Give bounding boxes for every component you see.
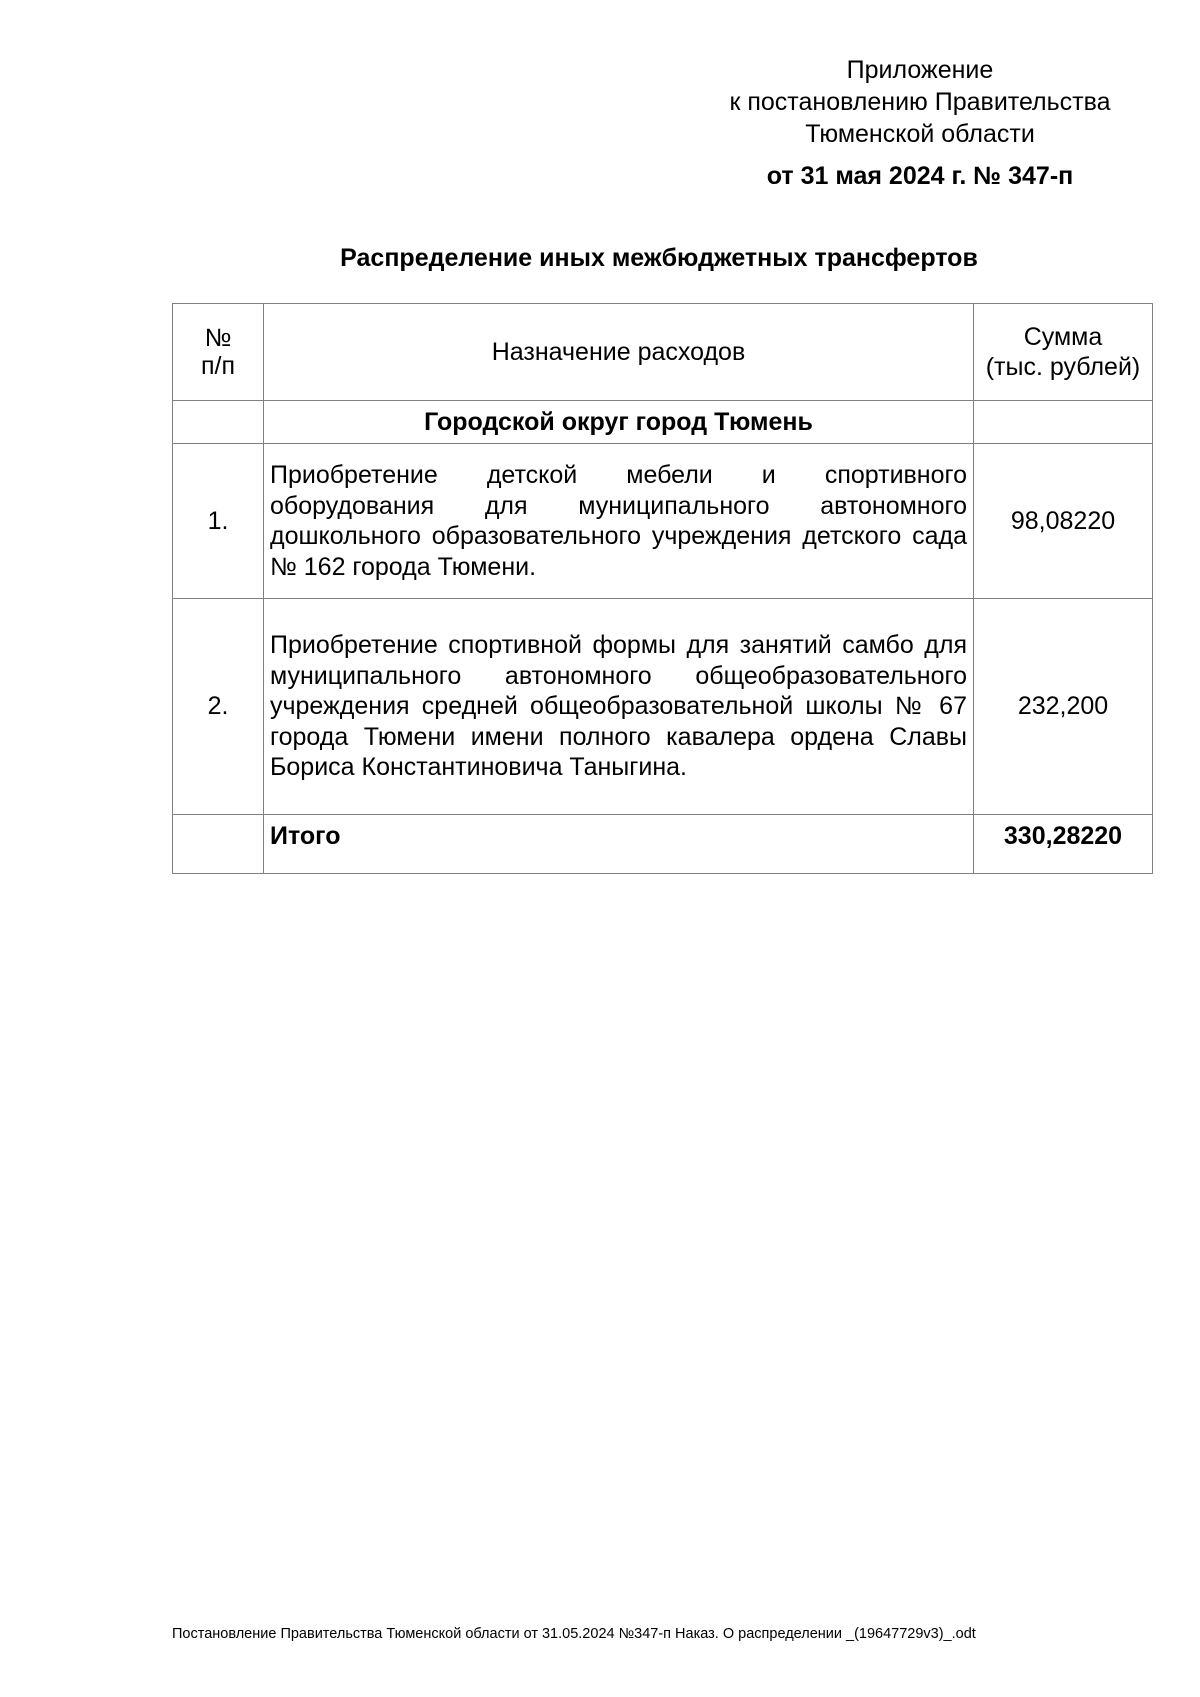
header-number-sign: № (204, 324, 232, 352)
header-purpose: Назначение расходов (491, 337, 746, 366)
row-amount: 98,08220 (974, 444, 1153, 599)
row-description: Приобретение детской мебели и спортивного оборудования для муниципального автономного дошкольного образовательного учреждения детского сада № 162 города Тюмени. (264, 444, 974, 599)
header-amount-unit: (тыс. рублей) (985, 353, 1141, 381)
table-row (173, 599, 1153, 815)
page-footer: Постановление Правительства Тюменской области от 31.05.2024 №347-п Наказ. О распределении _(19647729v3)_.odt (172, 1626, 976, 1642)
header-purpose-cell (264, 304, 974, 401)
distribution-table (172, 303, 1153, 874)
header-number-cell (173, 304, 264, 401)
annex-reference: к постановлению Правительства (729, 88, 1111, 116)
row-number: 2. (173, 599, 264, 815)
district-row (173, 401, 1153, 444)
table-header-row (173, 304, 1153, 401)
row-description: Приобретение спортивной формы для занятий самбо для муниципального автономного общеобразовательного учреждения средней общеобразовательной школы № 67 города Тюмени имени полного кавалера ордена Славы Бориса Константиновича Таныгина. (264, 599, 974, 815)
total-row (173, 815, 1153, 874)
table-row (173, 444, 1153, 599)
district-empty-number (173, 401, 264, 444)
total-label: Итого (264, 815, 974, 874)
annex-region: Тюменской области (805, 120, 1035, 148)
document-title: Распределение иных межбюджетных трансфертов (340, 244, 978, 272)
row-number: 1. (173, 444, 264, 599)
district-empty-amount (974, 401, 1153, 444)
header-amount: Сумма (1023, 322, 1103, 351)
header-number-abbr: п/п (200, 352, 236, 380)
row-amount: 232,200 (974, 599, 1153, 815)
header-amount-cell (974, 304, 1153, 401)
total-empty-number (173, 815, 264, 874)
total-amount: 330,28220 (974, 815, 1153, 874)
annex-label: Приложение (846, 56, 994, 84)
district-name: Городской округ город Тюмень (264, 401, 974, 444)
decree-date-number: от 31 мая 2024 г. № 347-п (766, 162, 1074, 190)
